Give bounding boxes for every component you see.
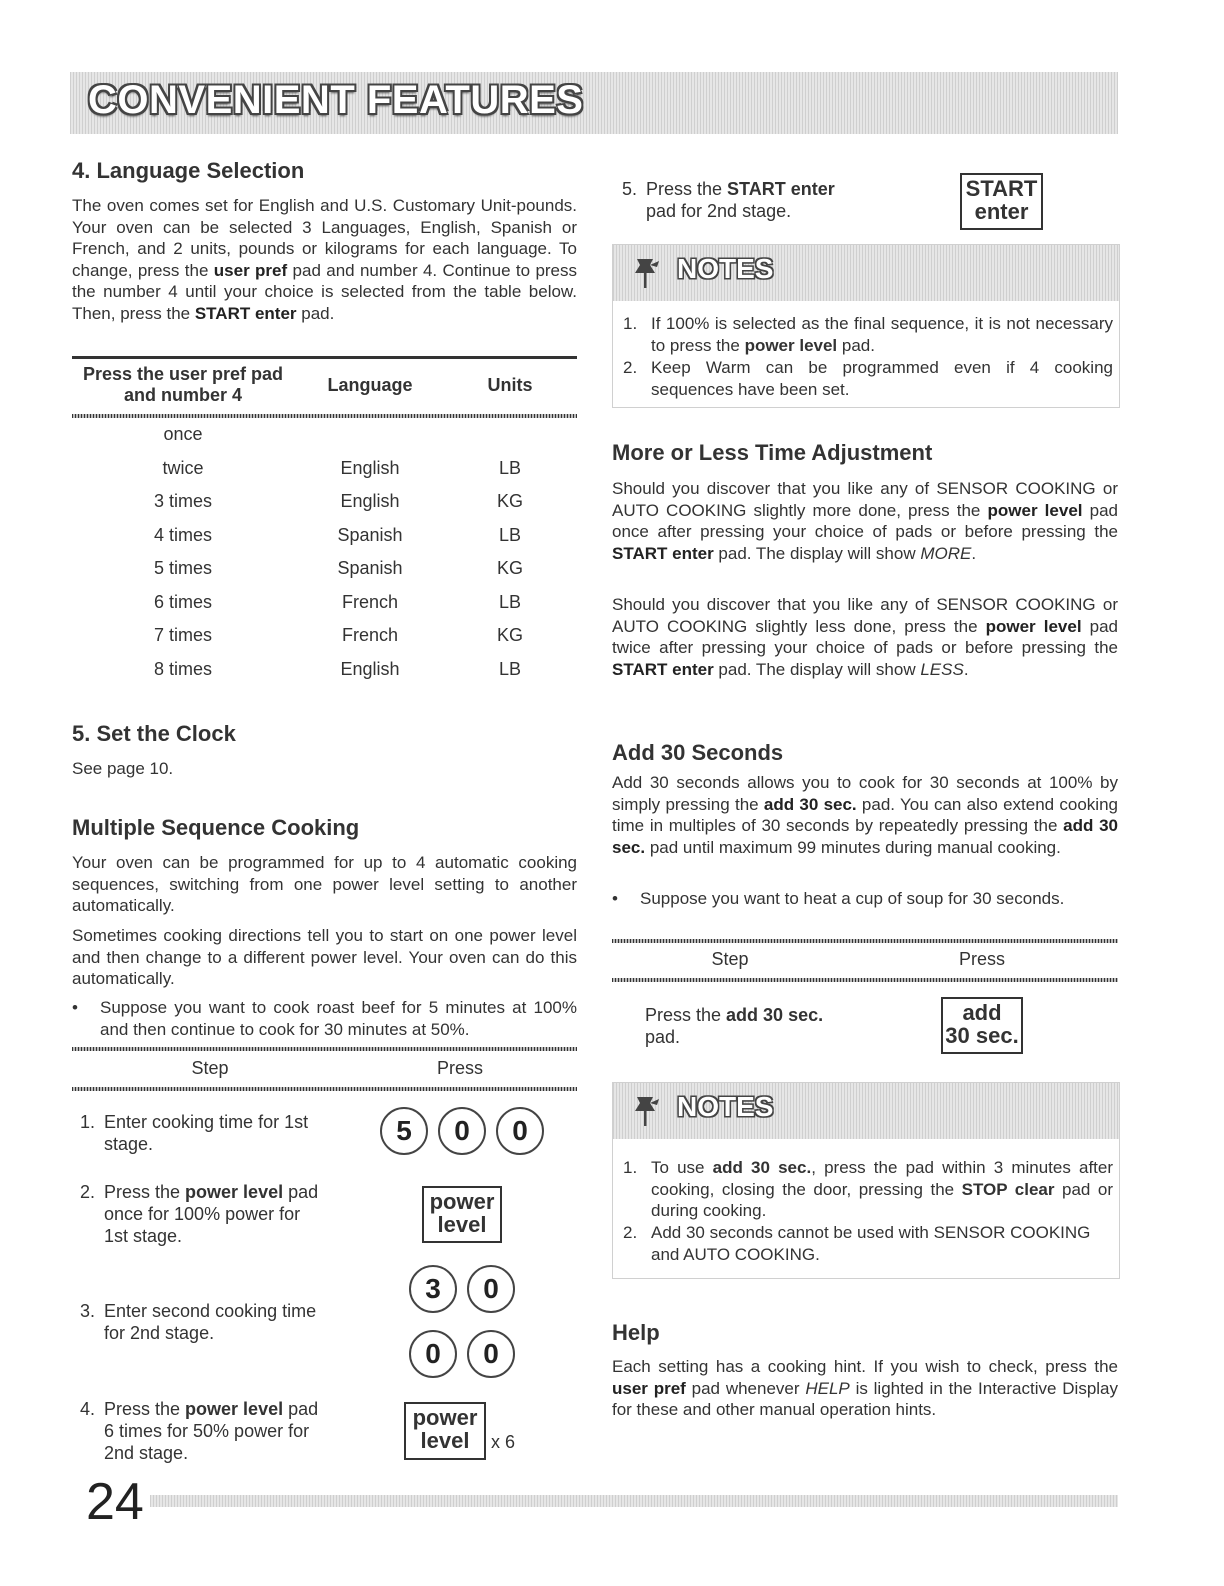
steps-col-press: Press [436,1058,483,1078]
number-key-0[interactable]: 0 [467,1265,515,1313]
step-3: 3. Enter second cooking time for 2nd stage. [80,1301,317,1343]
help-para: Each setting has a cooking hint. If you wish to check, press the user pref pad whenever HELP is lighted in the Interactive Display for these and other manual operation hints. [612,1357,1119,1419]
table-cell-units: LB [498,525,522,545]
time-adjustment-para-1: Should you discover that you like any of SENSOR COOKING or AUTO COOKING slightly more done, press the power level pad once after pressing your choice of pads or before pressing the START enter pad. The display will show MORE. [612,479,1118,563]
number-key-0[interactable]: 0 [467,1330,515,1378]
table-cell-press: once [163,424,203,444]
notes-box [612,244,1120,408]
language-intro: The oven comes set for English and U.S. Customary Unit-pounds. Your oven can be selected 3 Languages, English, Spanish or French, and 2 units, pounds or kilograms for each language. To change, press the user pref pad and number 4. Continue to press the number 4 until your choice is selected from the table below. Then, press the START enter pad. [72,196,578,323]
table-header-press: Press the user pref pad and number 4 [82,364,284,405]
table-cell-units: LB [498,659,522,679]
table-cell-units: LB [498,458,522,478]
add30-step: Press the add 30 sec. pad. [645,1005,824,1047]
start-enter-pad[interactable]: START enter [960,173,1043,230]
time-adjustment-para-2: Should you discover that you like any of SENSOR COOKING or AUTO COOKING slightly less done, press the power level pad twice after pressing your choice of pads or before pressing the START enter pad. The display will show LESS. [612,595,1118,679]
number-key-0[interactable]: 0 [438,1107,486,1155]
language-heading: 4. Language Selection [72,158,305,183]
power-level-pad[interactable]: power level [422,1186,502,1243]
table-cell-press: 3 times [153,491,213,511]
table-header-language: Language [327,375,413,395]
table-cell-press: 5 times [153,558,213,578]
steps-header-rule [72,1087,577,1091]
step-1: 1. Enter cooking time for 1st stage. [80,1112,309,1154]
step-2: 2. Press the power level pad once for 100% power for 1st stage. [80,1182,319,1246]
add-30-sec-pad[interactable]: add 30 sec. [941,997,1023,1054]
table-cell-language: English [340,458,400,478]
notes-header-band [613,245,1119,301]
notes-box [612,1082,1120,1279]
table-cell-units: KG [496,558,523,578]
header-band [70,72,1118,134]
pushpin-icon [631,1093,665,1129]
number-key-5[interactable]: 5 [380,1107,428,1155]
add30-col-press: Press [958,949,1005,969]
table-cell-language: French [341,625,399,645]
table-cell-units: KG [496,625,523,645]
note-item: 1. To use add 30 sec., press the pad within 3 minutes after cooking, closing the door, pressing the STOP clear pad or during cooking. [623,1158,1114,1220]
table-cell-language: Spanish [337,525,403,545]
table-cell-language: English [340,491,400,511]
add30-table-top-rule [612,939,1118,943]
note-item: 2. Add 30 seconds cannot be used with SENSOR COOKING and AUTO COOKING. [623,1223,1091,1264]
multi-para-2: Sometimes cooking directions tell you to start on one power level and then change to a different power level. Your oven can do this automatically. [72,926,577,988]
page-title: CONVENIENT FEATURES [88,78,584,122]
table-header-rule [72,414,577,418]
note-item: 1. If 100% is selected as the final sequence, it is not necessary to press the power level pad. [623,314,1113,355]
note-item: 2. Keep Warm can be programmed even if 4 cooking sequences have been set. [623,358,1113,399]
table-cell-units: KG [496,491,523,511]
help-heading: Help [612,1320,660,1345]
table-top-rule [72,356,577,359]
multi-bullet: • Suppose you want to cook roast beef for 5 minutes at 100% and then continue to cook for 30 minutes at 50%. [72,998,577,1039]
number-key-0[interactable]: 0 [496,1107,544,1155]
table-cell-press: 4 times [153,525,213,545]
step-5: 5. Press the START enter pad for 2nd stage. [622,179,835,221]
time-adjustment-heading: More or Less Time Adjustment [612,440,933,465]
table-cell-press: 6 times [153,592,213,612]
table-cell-press: 7 times [153,625,213,645]
page-number: 24 [86,1473,144,1531]
table-cell-language: Spanish [337,558,403,578]
notes-header-band [613,1083,1119,1139]
multi-para-1: Your oven can be programmed for up to 4 automatic cooking sequences, switching from one power level setting to another automatically. [72,853,577,915]
number-key-0[interactable]: 0 [409,1330,457,1378]
add30-table-header-rule [612,978,1118,982]
pushpin-icon [631,255,665,291]
notes-title: NOTES [677,1091,774,1122]
add30-para: Add 30 seconds allows you to cook for 30 seconds at 100% by simply pressing the add 30 sec. pad. You can also extend cooking time in multiples of 30 seconds by repeatedly pressing the add 30 sec. pad until maximum 99 minutes during manual cooking. [612,773,1118,857]
clock-text: See page 10. [72,759,174,778]
table-cell-language: English [340,659,400,679]
steps-top-rule [72,1047,577,1051]
press-count: x 6 [491,1432,516,1452]
notes-title: NOTES [677,253,774,284]
table-cell-press: twice [162,458,204,478]
table-cell-units: LB [498,592,522,612]
table-header-units: Units [487,375,533,395]
number-key-3[interactable]: 3 [409,1265,457,1313]
table-cell-press: 8 times [153,659,213,679]
multi-heading: Multiple Sequence Cooking [72,815,360,840]
step-4: 4. Press the power level pad 6 times for 50% power for 2nd stage. [80,1399,319,1463]
add30-heading: Add 30 Seconds [612,740,784,765]
steps-col-step: Step [191,1058,229,1078]
add30-bullet: • Suppose you want to heat a cup of soup for 30 seconds. [612,889,1065,908]
table-cell-language: French [341,592,399,612]
clock-heading: 5. Set the Clock [72,721,236,746]
footer-band [150,1495,1118,1507]
power-level-pad[interactable]: power level [404,1402,486,1460]
add30-col-step: Step [711,949,749,969]
